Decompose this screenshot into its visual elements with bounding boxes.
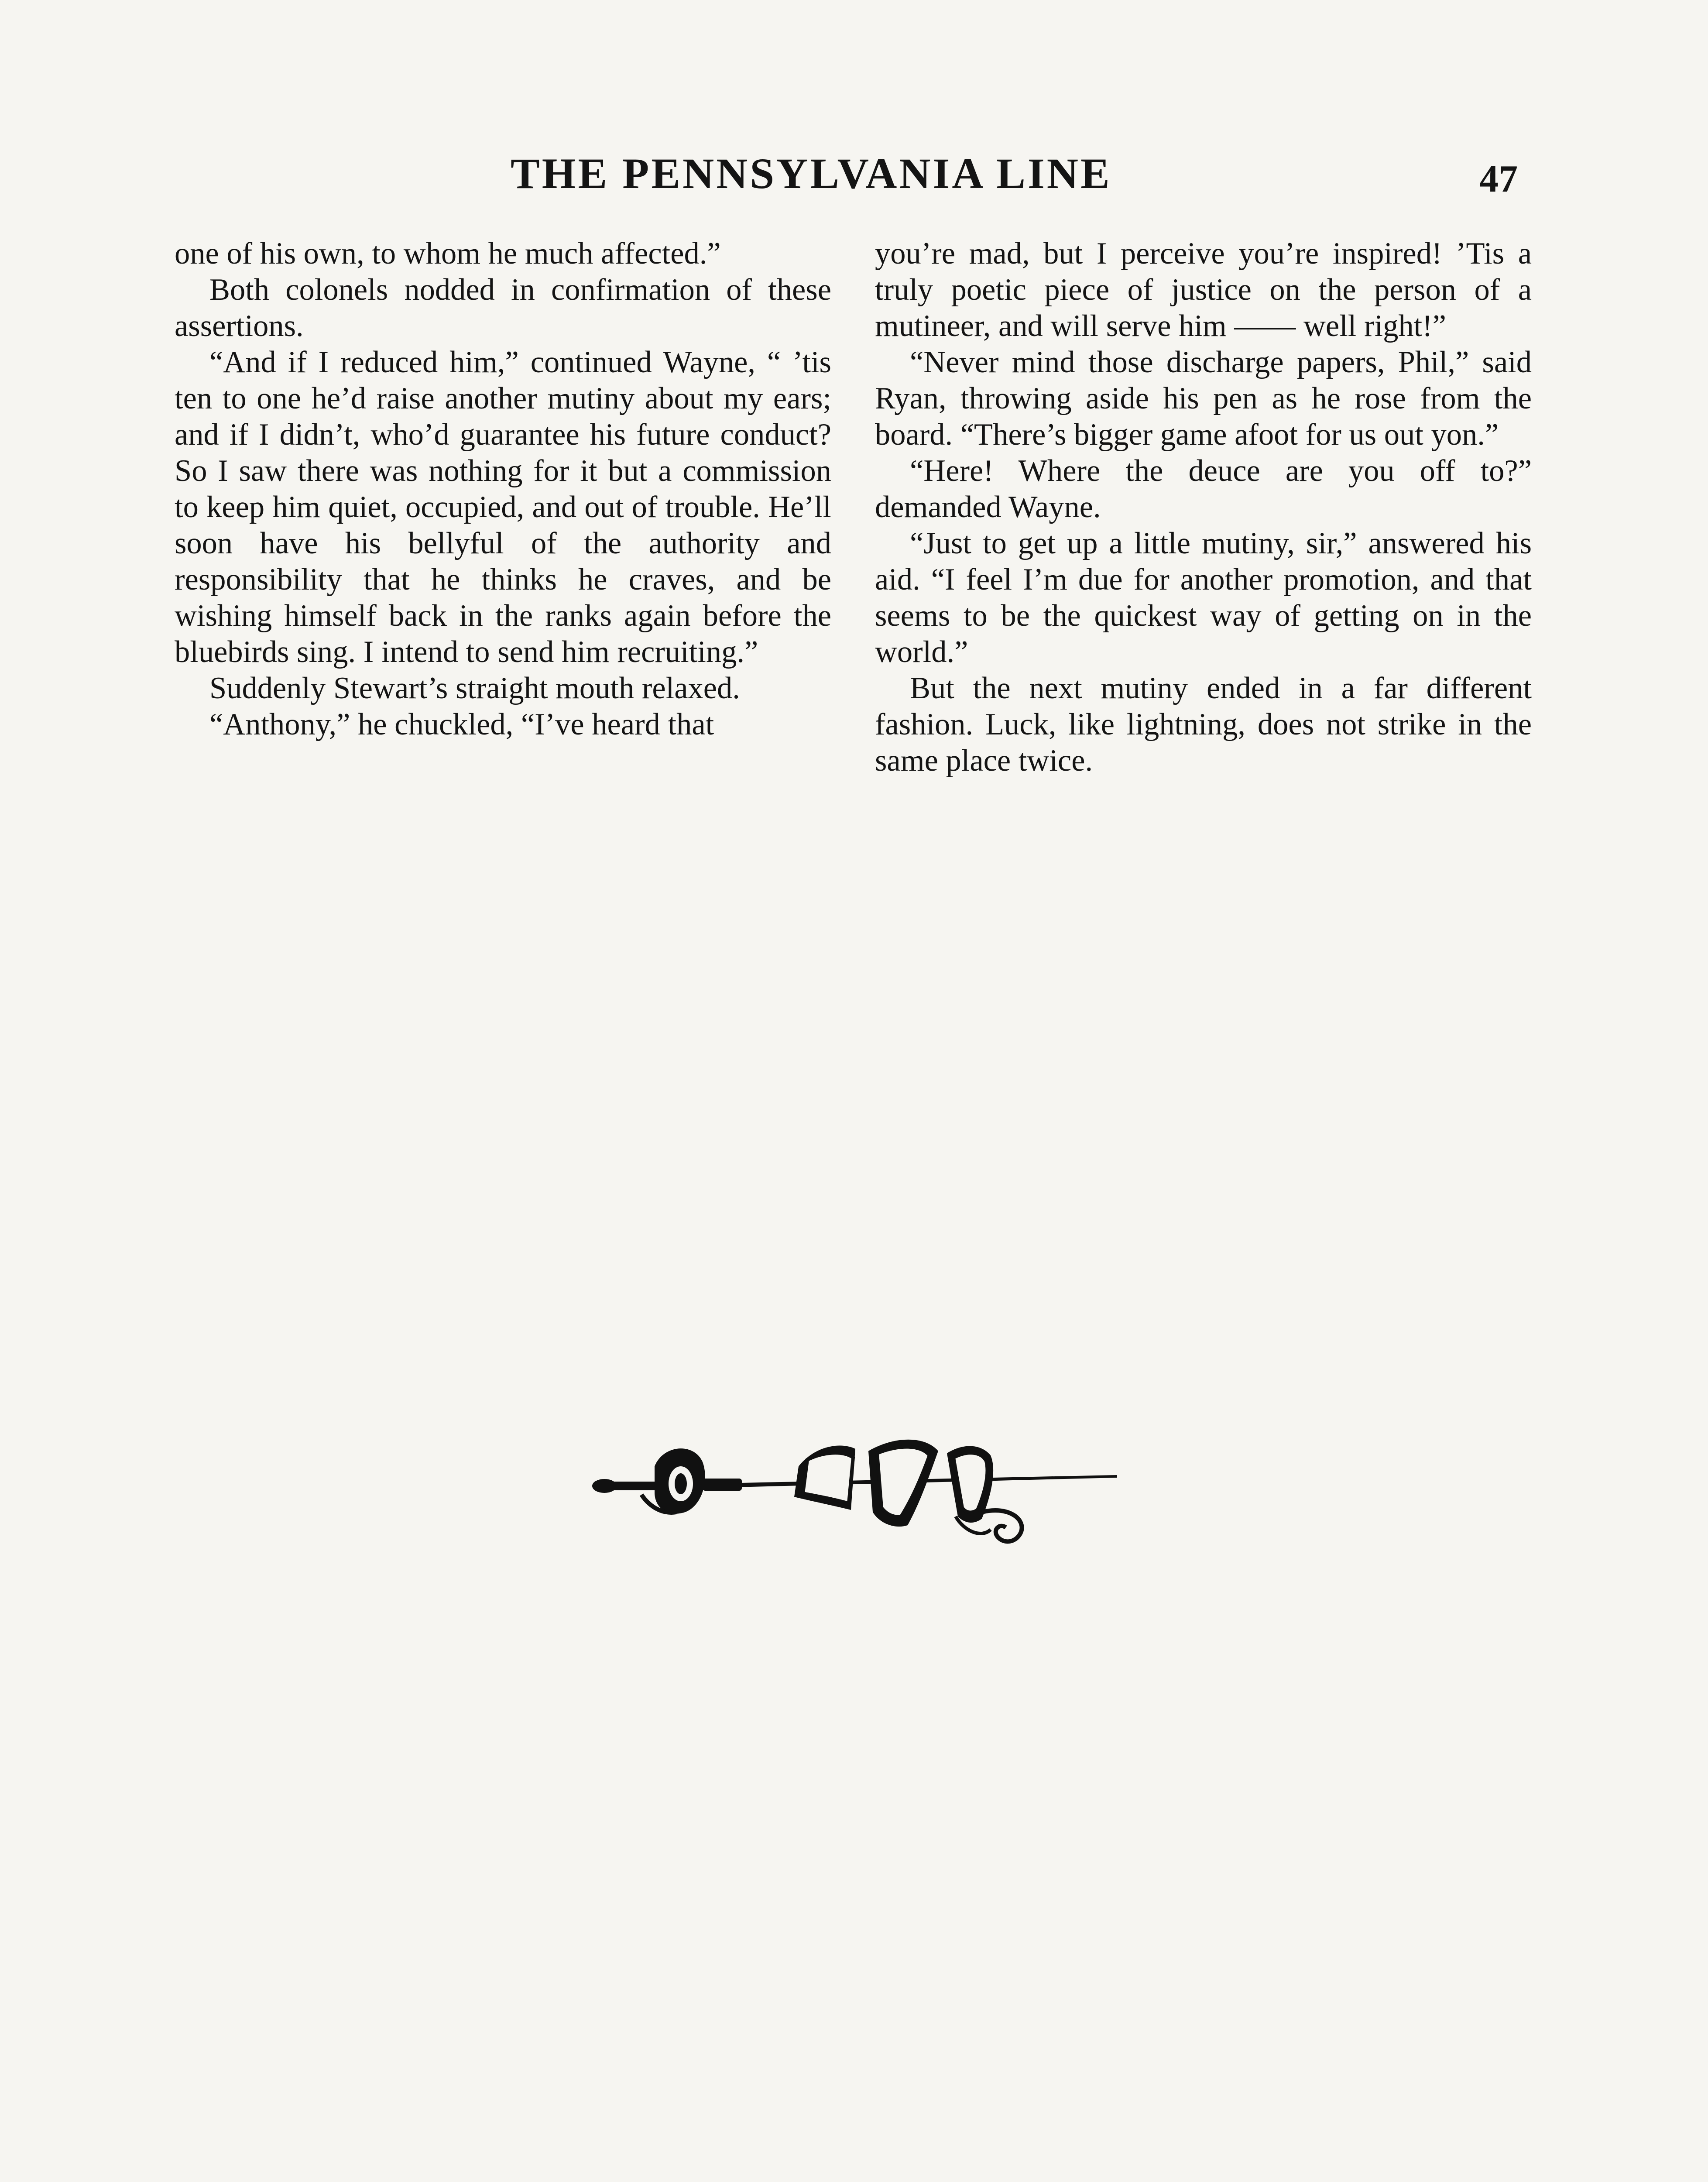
paragraph: you’re mad, but I perceive you’re inspired! ’Tis a truly poetic piece of justice on the person of a mutineer, and will serve him —— well right!” [875, 237, 1532, 343]
page-header [0, 144, 1708, 209]
right-column [875, 236, 1532, 779]
left-column [175, 236, 831, 743]
paragraph: one of his own, to whom he much affected.” [175, 237, 721, 271]
paragraph: “Just to get up a little mutiny, sir,” answered his aid. “I feel I’m due for another promotion, and that seems to be the quickest way of getting on in the world.” [875, 526, 1532, 669]
paragraph: But the next mutiny ended in a far different fashion. Luck, like lightning, does not strike in the same place twice. [875, 671, 1532, 778]
sword-and-banner-icon [589, 1418, 1130, 1549]
paragraph: Suddenly Stewart’s straight mouth relaxed. [209, 671, 740, 705]
paragraph: “Anthony,” he chuckled, “I’ve heard that [209, 707, 714, 741]
paragraph: Both colonels nodded in confirmation of these assertions. [175, 273, 831, 343]
running-title: THE PENNSYLVANIA LINE [511, 149, 1112, 198]
page-number: 47 [1479, 158, 1518, 200]
paragraph: “And if I reduced him,” continued Wayne, “ ’tis ten to one he’d raise another mutiny about my ears; and if I didn’t, who’d guarantee his future conduct? So I saw there was nothing for it but a commission to keep him quiet, occupied, and out of trouble. He’ll soon have his bellyful of the authority and responsibility that he thinks he craves, and be wishing himself back in the ranks again before the bluebirds sing. I intend to send him recruiting.” [175, 345, 831, 669]
paragraph: “Here! Where the deuce are you off to?” demanded Wayne. [875, 454, 1532, 524]
paragraph: “Never mind those discharge papers, Phil,” said Ryan, throwing aside his pen as he rose from the board. “There’s bigger game afoot for us out yon.” [875, 345, 1532, 452]
